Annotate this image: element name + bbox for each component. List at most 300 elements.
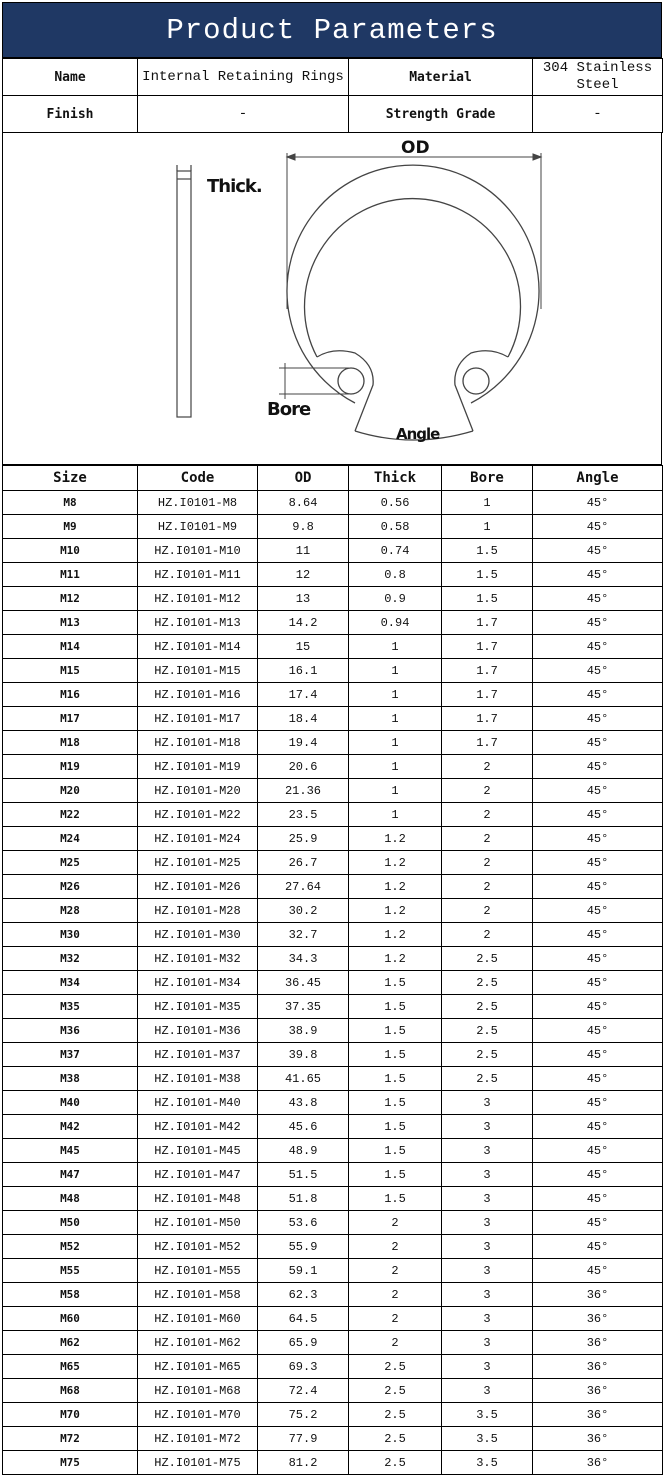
code-cell: HZ.I0101-M20 [138,779,258,803]
bore-cell: 1.7 [442,635,533,659]
thick-cell: 2 [349,1211,442,1235]
size-cell: M16 [3,683,138,707]
bore-cell: 3 [442,1211,533,1235]
code-cell: HZ.I0101-M65 [138,1355,258,1379]
thick-cell: 2.5 [349,1403,442,1427]
code-cell: HZ.I0101-M68 [138,1379,258,1403]
table-row [3,1379,663,1403]
column-header: Angle [533,466,663,491]
od-cell: 15 [258,635,349,659]
angle-cell: 45° [533,1043,663,1067]
angle-label: Angle [396,425,440,443]
size-cell: M19 [3,755,138,779]
od-cell: 55.9 [258,1235,349,1259]
ring-diagram [2,133,662,465]
thick-cell: 1.5 [349,1187,442,1211]
table-row [3,563,663,587]
bore-cell: 2.5 [442,1043,533,1067]
angle-cell: 45° [533,971,663,995]
bore-cell: 1 [442,491,533,515]
finish-label: Finish [3,96,138,133]
table-row [3,683,663,707]
angle-cell: 45° [533,1115,663,1139]
table-row [3,1019,663,1043]
code-cell: HZ.I0101-M11 [138,563,258,587]
od-cell: 20.6 [258,755,349,779]
size-cell: M45 [3,1139,138,1163]
bore-cell: 3 [442,1163,533,1187]
angle-cell: 45° [533,1211,663,1235]
table-row [3,803,663,827]
size-cell: M28 [3,899,138,923]
code-cell: HZ.I0101-M38 [138,1067,258,1091]
size-cell: M48 [3,1187,138,1211]
code-cell: HZ.I0101-M24 [138,827,258,851]
bore-cell: 2 [442,803,533,827]
angle-cell: 45° [533,827,663,851]
size-cell: M22 [3,803,138,827]
od-cell: 39.8 [258,1043,349,1067]
od-cell: 65.9 [258,1331,349,1355]
thick-cell: 1.5 [349,1043,442,1067]
table-row [3,1355,663,1379]
thick-cell: 2.5 [349,1379,442,1403]
bore-cell: 1.5 [442,587,533,611]
size-cell: M20 [3,779,138,803]
table-row [3,1091,663,1115]
strength-grade-label: Strength Grade [349,96,533,133]
thick-cell: 2.5 [349,1355,442,1379]
angle-cell: 45° [533,755,663,779]
od-cell: 43.8 [258,1091,349,1115]
angle-cell: 45° [533,707,663,731]
od-cell: 27.64 [258,875,349,899]
od-cell: 77.9 [258,1427,349,1451]
thick-cell: 0.56 [349,491,442,515]
od-cell: 25.9 [258,827,349,851]
table-row [3,515,663,539]
code-cell: HZ.I0101-M72 [138,1427,258,1451]
od-cell: 32.7 [258,923,349,947]
column-header: OD [258,466,349,491]
thick-cell: 1.5 [349,1115,442,1139]
size-cell: M65 [3,1355,138,1379]
od-cell: 26.7 [258,851,349,875]
params-table [2,58,663,133]
angle-cell: 45° [533,635,663,659]
od-cell: 11 [258,539,349,563]
params-row-1 [3,59,663,96]
bore-cell: 3.5 [442,1427,533,1451]
bore-cell: 2 [442,875,533,899]
od-cell: 14.2 [258,611,349,635]
thick-cell: 1 [349,683,442,707]
table-row [3,899,663,923]
angle-cell: 45° [533,515,663,539]
angle-cell: 45° [533,803,663,827]
bore-cell: 1.7 [442,707,533,731]
od-cell: 64.5 [258,1307,349,1331]
angle-cell: 45° [533,1235,663,1259]
angle-cell: 45° [533,611,663,635]
od-cell: 36.45 [258,971,349,995]
thick-cell: 2.5 [349,1451,442,1475]
od-cell: 8.64 [258,491,349,515]
bore-cell: 2.5 [442,995,533,1019]
size-cell: M9 [3,515,138,539]
bore-cell: 3 [442,1091,533,1115]
size-cell: M60 [3,1307,138,1331]
thick-cell: 1 [349,731,442,755]
column-header: Size [3,466,138,491]
thick-cell: 1 [349,779,442,803]
code-cell: HZ.I0101-M17 [138,707,258,731]
table-row [3,1139,663,1163]
thick-cell: 1.5 [349,1091,442,1115]
thick-cell: 1.2 [349,851,442,875]
angle-cell: 45° [533,491,663,515]
od-dimension [287,153,541,309]
thickness-side-view [177,165,191,417]
table-row [3,827,663,851]
angle-cell: 36° [533,1379,663,1403]
bore-label: Bore [267,399,311,420]
table-row [3,1451,663,1475]
bore-cell: 2 [442,899,533,923]
od-cell: 17.4 [258,683,349,707]
table-row [3,707,663,731]
thick-cell: 1.2 [349,875,442,899]
angle-cell: 45° [533,587,663,611]
size-cell: M72 [3,1427,138,1451]
table-row [3,1115,663,1139]
page-title: Product Parameters [2,2,662,58]
thick-cell: 1 [349,635,442,659]
size-cell: M68 [3,1379,138,1403]
od-cell: 19.4 [258,731,349,755]
od-cell: 62.3 [258,1283,349,1307]
bore-cell: 3 [442,1331,533,1355]
code-cell: HZ.I0101-M30 [138,923,258,947]
thick-cell: 1.5 [349,1139,442,1163]
table-row [3,1403,663,1427]
table-row [3,875,663,899]
size-cell: M25 [3,851,138,875]
angle-cell: 45° [533,1259,663,1283]
table-row [3,755,663,779]
od-cell: 69.3 [258,1355,349,1379]
bore-cell: 2 [442,851,533,875]
code-cell: HZ.I0101-M14 [138,635,258,659]
table-row [3,779,663,803]
bore-cell: 3 [442,1379,533,1403]
od-cell: 72.4 [258,1379,349,1403]
bore-cell: 2.5 [442,947,533,971]
table-row [3,1331,663,1355]
od-cell: 34.3 [258,947,349,971]
od-cell: 9.8 [258,515,349,539]
bore-cell: 3 [442,1307,533,1331]
code-cell: HZ.I0101-M26 [138,875,258,899]
angle-cell: 36° [533,1451,663,1475]
bore-cell: 1.7 [442,731,533,755]
table-row [3,1307,663,1331]
code-cell: HZ.I0101-M52 [138,1235,258,1259]
thick-cell: 0.58 [349,515,442,539]
bore-cell: 2 [442,779,533,803]
thick-cell: 1.5 [349,1163,442,1187]
bore-cell: 3 [442,1187,533,1211]
size-cell: M40 [3,1091,138,1115]
code-cell: HZ.I0101-M35 [138,995,258,1019]
angle-cell: 45° [533,1139,663,1163]
angle-cell: 45° [533,1091,663,1115]
angle-cell: 45° [533,899,663,923]
bore-cell: 3.5 [442,1403,533,1427]
code-cell: HZ.I0101-M18 [138,731,258,755]
size-cell: M42 [3,1115,138,1139]
code-cell: HZ.I0101-M12 [138,587,258,611]
code-cell: HZ.I0101-M75 [138,1451,258,1475]
size-cell: M36 [3,1019,138,1043]
angle-cell: 45° [533,851,663,875]
od-cell: 21.36 [258,779,349,803]
bore-cell: 2 [442,827,533,851]
size-cell: M10 [3,539,138,563]
size-cell: M26 [3,875,138,899]
thick-cell: 1.5 [349,1067,442,1091]
angle-cell: 45° [533,731,663,755]
finish-value: - [138,96,349,133]
angle-cell: 36° [533,1283,663,1307]
code-cell: HZ.I0101-M48 [138,1187,258,1211]
angle-cell: 36° [533,1355,663,1379]
size-cell: M58 [3,1283,138,1307]
thick-cell: 1.5 [349,971,442,995]
size-cell: M11 [3,563,138,587]
size-cell: M62 [3,1331,138,1355]
table-row [3,1187,663,1211]
size-cell: M17 [3,707,138,731]
column-header: Bore [442,466,533,491]
code-cell: HZ.I0101-M55 [138,1259,258,1283]
name-value: Internal Retaining Rings [138,59,349,96]
od-label: OD [401,138,430,158]
size-cell: M50 [3,1211,138,1235]
table-row [3,1427,663,1451]
retaining-ring-icon [287,165,539,440]
bore-cell: 3.5 [442,1451,533,1475]
angle-cell: 45° [533,683,663,707]
bore-cell: 3 [442,1259,533,1283]
table-row [3,1163,663,1187]
code-cell: HZ.I0101-M37 [138,1043,258,1067]
od-cell: 16.1 [258,659,349,683]
bore-cell: 3 [442,1355,533,1379]
bore-cell: 3 [442,1283,533,1307]
od-cell: 13 [258,587,349,611]
thick-cell: 1.2 [349,947,442,971]
table-row [3,539,663,563]
bore-cell: 1.7 [442,683,533,707]
od-cell: 23.5 [258,803,349,827]
od-cell: 48.9 [258,1139,349,1163]
table-row [3,731,663,755]
od-cell: 51.5 [258,1163,349,1187]
thick-cell: 2 [349,1331,442,1355]
code-cell: HZ.I0101-M9 [138,515,258,539]
angle-cell: 45° [533,563,663,587]
code-cell: HZ.I0101-M10 [138,539,258,563]
bore-cell: 2 [442,755,533,779]
table-row [3,1259,663,1283]
od-cell: 12 [258,563,349,587]
code-cell: HZ.I0101-M8 [138,491,258,515]
thick-cell: 0.8 [349,563,442,587]
angle-cell: 45° [533,923,663,947]
table-row [3,1211,663,1235]
od-cell: 37.35 [258,995,349,1019]
code-cell: HZ.I0101-M28 [138,899,258,923]
code-cell: HZ.I0101-M42 [138,1115,258,1139]
bore-cell: 2 [442,923,533,947]
table-row [3,1043,663,1067]
code-cell: HZ.I0101-M45 [138,1139,258,1163]
code-cell: HZ.I0101-M32 [138,947,258,971]
spec-table-body [3,491,663,1475]
table-row [3,659,663,683]
angle-cell: 36° [533,1427,663,1451]
angle-cell: 45° [533,875,663,899]
od-cell: 51.8 [258,1187,349,1211]
thick-label: Thick. [207,176,262,197]
size-cell: M75 [3,1451,138,1475]
size-cell: M55 [3,1259,138,1283]
angle-cell: 36° [533,1307,663,1331]
code-cell: HZ.I0101-M25 [138,851,258,875]
angle-cell: 45° [533,947,663,971]
od-cell: 30.2 [258,899,349,923]
code-cell: HZ.I0101-M40 [138,1091,258,1115]
code-cell: HZ.I0101-M22 [138,803,258,827]
size-cell: M35 [3,995,138,1019]
thick-cell: 1.5 [349,995,442,1019]
od-cell: 38.9 [258,1019,349,1043]
thick-cell: 2.5 [349,1427,442,1451]
thick-cell: 2 [349,1307,442,1331]
code-cell: HZ.I0101-M50 [138,1211,258,1235]
size-cell: M47 [3,1163,138,1187]
size-cell: M52 [3,1235,138,1259]
size-cell: M13 [3,611,138,635]
angle-cell: 45° [533,1163,663,1187]
bore-cell: 3 [442,1139,533,1163]
size-cell: M15 [3,659,138,683]
od-cell: 41.65 [258,1067,349,1091]
thick-cell: 2 [349,1283,442,1307]
bore-cell: 1.7 [442,659,533,683]
angle-cell: 45° [533,1067,663,1091]
angle-cell: 45° [533,779,663,803]
thick-cell: 1.2 [349,899,442,923]
spec-table [2,465,663,1475]
od-cell: 75.2 [258,1403,349,1427]
code-cell: HZ.I0101-M36 [138,1019,258,1043]
bore-cell: 2.5 [442,1067,533,1091]
angle-cell: 45° [533,1019,663,1043]
size-cell: M70 [3,1403,138,1427]
thick-cell: 1 [349,755,442,779]
bore-cell: 1.7 [442,611,533,635]
size-cell: M8 [3,491,138,515]
size-cell: M14 [3,635,138,659]
params-row-2 [3,96,663,133]
column-header: Thick [349,466,442,491]
column-header: Code [138,466,258,491]
table-row [3,611,663,635]
thick-cell: 1 [349,707,442,731]
code-cell: HZ.I0101-M62 [138,1331,258,1355]
angle-cell: 45° [533,1187,663,1211]
material-value: 304 Stainless Steel [533,59,663,96]
code-cell: HZ.I0101-M60 [138,1307,258,1331]
thick-cell: 0.94 [349,611,442,635]
size-cell: M12 [3,587,138,611]
table-row [3,923,663,947]
angle-cell: 36° [533,1403,663,1427]
material-label: Material [349,59,533,96]
table-row [3,947,663,971]
bore-cell: 2.5 [442,971,533,995]
product-sheet [2,2,662,1475]
code-cell: HZ.I0101-M16 [138,683,258,707]
thick-cell: 1 [349,659,442,683]
code-cell: HZ.I0101-M70 [138,1403,258,1427]
angle-cell: 45° [533,539,663,563]
bore-cell: 1.5 [442,563,533,587]
thick-cell: 1.2 [349,827,442,851]
thick-cell: 0.9 [349,587,442,611]
bore-cell: 2.5 [442,1019,533,1043]
table-row [3,851,663,875]
thick-cell: 1 [349,803,442,827]
thick-cell: 2 [349,1259,442,1283]
thick-cell: 1.2 [349,923,442,947]
size-cell: M32 [3,947,138,971]
od-cell: 59.1 [258,1259,349,1283]
code-cell: HZ.I0101-M19 [138,755,258,779]
thick-cell: 0.74 [349,539,442,563]
angle-cell: 45° [533,659,663,683]
size-cell: M38 [3,1067,138,1091]
bore-cell: 3 [442,1235,533,1259]
size-cell: M24 [3,827,138,851]
bore-cell: 3 [442,1115,533,1139]
table-row [3,491,663,515]
od-cell: 45.6 [258,1115,349,1139]
ring-diagram-drawing [3,133,661,465]
code-cell: HZ.I0101-M34 [138,971,258,995]
strength-grade-value: - [533,96,663,133]
table-row [3,995,663,1019]
table-row [3,635,663,659]
thick-cell: 2 [349,1235,442,1259]
table-row [3,1067,663,1091]
size-cell: M30 [3,923,138,947]
bore-cell: 1.5 [442,539,533,563]
code-cell: HZ.I0101-M47 [138,1163,258,1187]
size-cell: M18 [3,731,138,755]
